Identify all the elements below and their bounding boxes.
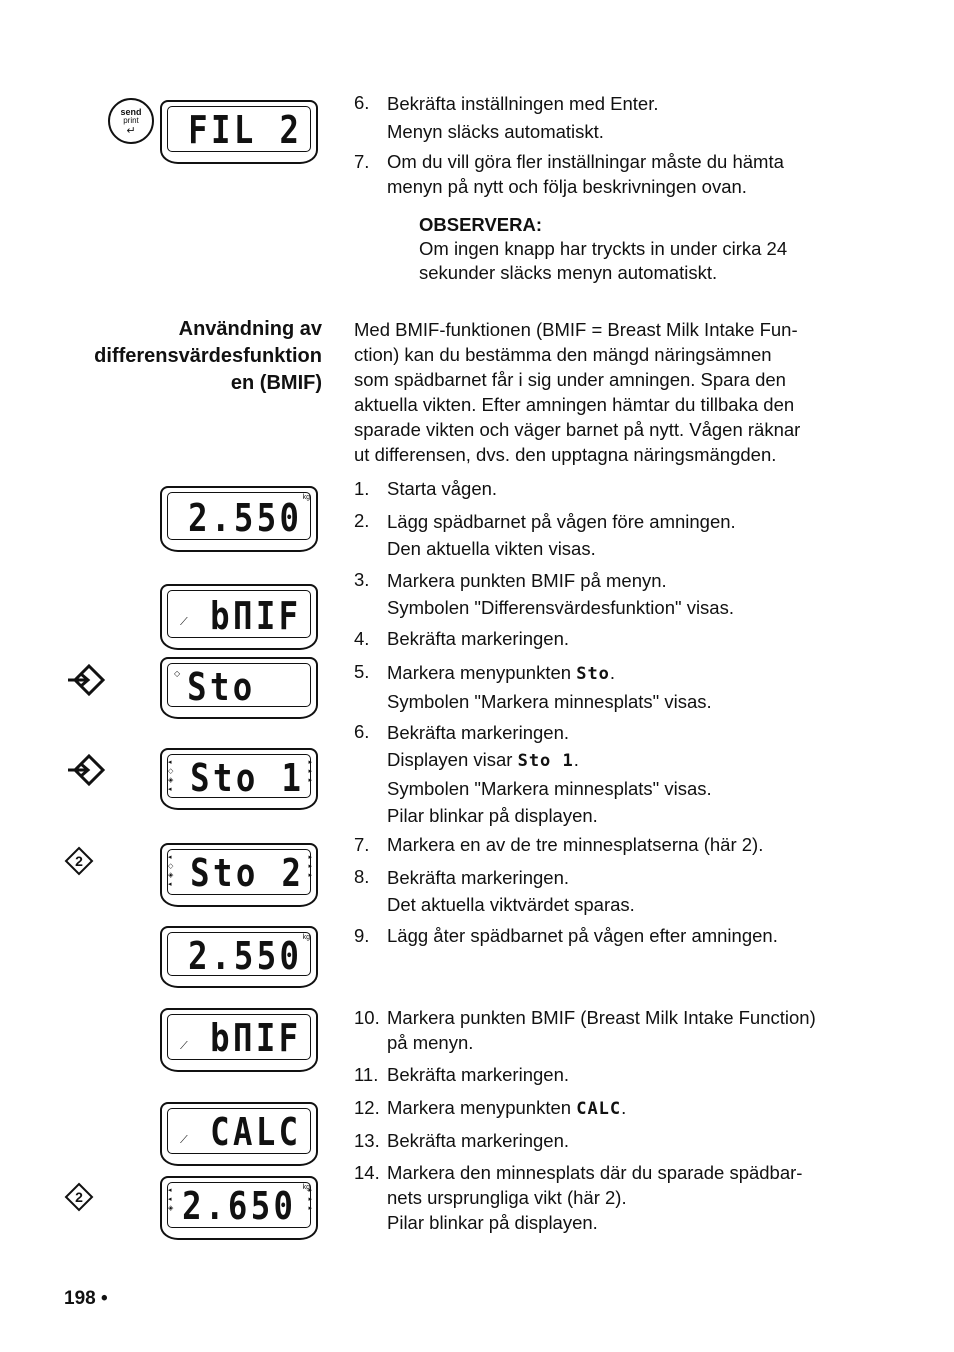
step-number: 4.	[354, 628, 370, 649]
step-number: 10.	[354, 1007, 380, 1028]
step-text: Bekräfta markeringen.	[387, 1064, 570, 1085]
arrow-indicators-left-icon: ◂ ◇ ◈ ◂	[168, 759, 174, 793]
arrow-indicators-left-icon: ◂ ◇ ◈ ◂	[168, 854, 174, 888]
step-text	[387, 1095, 847, 1122]
step-text: Markera punkten BMIF (Breast Milk Intake Function) på menyn.	[387, 1007, 816, 1053]
lcd-readout: 2.550	[187, 934, 302, 978]
step-number: 2.	[354, 510, 370, 531]
memory-marker-icon: ◇	[174, 669, 181, 678]
step-number: 9.	[354, 925, 370, 946]
step-text: Bekräfta markeringen. Det aktuella viktvärdet sparas.	[387, 867, 635, 915]
memory-slot-2-icon	[64, 1182, 94, 1217]
lcd-readout: FIL 2	[187, 108, 302, 152]
step-number: 3.	[354, 569, 370, 590]
step-number: 6.	[354, 721, 370, 742]
list-number: 7.	[354, 151, 370, 172]
step-number: 7.	[354, 834, 370, 855]
step-text-part: . Symbolen "Markera minnesplats" visas.	[387, 662, 712, 712]
arrow-indicators-right-icon: ▸ ▸ ▸	[308, 759, 312, 784]
step-number: 12.	[354, 1097, 380, 1118]
bottle-icon: ⟋	[180, 1134, 188, 1146]
step-text	[387, 659, 847, 716]
lcd-display-calc	[160, 1102, 318, 1166]
memory-slot-2-icon	[64, 846, 94, 881]
unit-label: kg	[302, 494, 310, 501]
lcd-display-sto2	[160, 843, 318, 907]
step-text-part: Markera menypunkten	[387, 1097, 577, 1118]
step-text-part: . Symbolen "Markera minnesplats" visas. Pilar blinkar på displayen.	[387, 749, 712, 826]
page-number: 198 •	[64, 1288, 108, 1309]
list-item-text: Bekräfta inställningen med Enter. Menyn släcks automatiskt.	[387, 93, 659, 142]
lcd-display-bmif	[160, 1008, 318, 1072]
step-text	[387, 719, 847, 829]
unit-label: kg	[302, 1184, 310, 1191]
step-text-part: Markera menypunkten	[387, 662, 577, 683]
list-item-text: Om du vill göra fler inställningar måste du hämta menyn på nytt och följa beskrivningen ovan.	[387, 151, 784, 197]
intro-paragraph: Med BMIF-funktionen (BMIF = Breast Milk Intake Fun- ction) kan du bestämma den mängd näringsämnen som spädbarnet får i sig under amningen. Spara den aktuella vikten. Efter amningen hämtar du tillbaka den sparade vikten och väger barnet på nytt. Vågen räknar ut differensen, dvs. den upptagna näringsmängden.	[354, 319, 801, 465]
step-text-part: Bekräfta markeringen. Displayen visar	[387, 722, 570, 770]
lcd-readout: Sto 2	[189, 851, 304, 895]
store-memory-arrow-icon	[66, 662, 106, 703]
step-text: Starta vågen.	[387, 478, 498, 499]
step-text-part: .	[621, 1097, 627, 1118]
svg-text:2: 2	[75, 1189, 83, 1205]
step-number: 8.	[354, 866, 370, 887]
send-print-button-icon	[108, 98, 154, 144]
step-number: 5.	[354, 661, 370, 682]
display-code: Sto	[576, 664, 610, 684]
lcd-display-sto	[160, 657, 318, 719]
section-heading: Användning av differensvärdesfunktion en (BMIF)	[94, 318, 322, 394]
step-text: Markera den minnesplats där du sparade spädbar- nets ursprungliga vikt (här 2). Pilar blinkar på displayen.	[387, 1162, 803, 1233]
bottle-icon: ⟋	[180, 1040, 188, 1052]
print-label: print	[123, 116, 139, 125]
lcd-readout: Sto	[187, 665, 256, 709]
lcd-readout: Sto 1	[189, 756, 304, 800]
note-title: OBSERVERA:	[419, 214, 543, 235]
lcd-readout: bΠIF	[210, 1016, 302, 1060]
display-code: Sto 1	[517, 751, 574, 771]
lcd-display-weight-2550	[160, 926, 318, 988]
lcd-display-weight-2550	[160, 486, 318, 552]
lcd-display-fil2	[160, 100, 318, 164]
lcd-readout: 2.550	[187, 496, 302, 540]
lcd-readout: 2.650	[181, 1184, 296, 1228]
step-number: 14.	[354, 1162, 380, 1183]
step-text: Bekräfta markeringen.	[387, 1130, 570, 1151]
lcd-readout: CALC	[210, 1110, 302, 1154]
arrow-indicators-right-icon: ▸ ▸ ▸	[308, 1187, 312, 1212]
svg-text:2: 2	[75, 853, 83, 869]
lcd-display-bmif	[160, 584, 318, 650]
unit-label: kg	[302, 934, 310, 941]
send-label: send	[120, 107, 142, 117]
step-text: Markera en av de tre minnesplatserna (här 2).	[387, 834, 764, 855]
step-number: 1.	[354, 478, 370, 499]
arrow-indicators-left-icon: ◂ ◂ ◈	[168, 1187, 174, 1212]
step-number: 13.	[354, 1130, 380, 1151]
note-text: Om ingen knapp har tryckts in under cirka 24 sekunder släcks menyn automatiskt.	[419, 238, 788, 283]
step-text: Lägg spädbarnet på vågen före amningen. Den aktuella vikten visas.	[387, 511, 736, 559]
lcd-display-weight-2650	[160, 1176, 318, 1240]
step-number: 11.	[354, 1064, 379, 1085]
step-text: Lägg åter spädbarnet på vågen efter amningen.	[387, 925, 778, 946]
lcd-readout: bΠIF	[210, 594, 302, 638]
list-number: 6.	[354, 92, 370, 113]
store-memory-arrow-icon	[66, 752, 106, 793]
bottle-icon: ⟋	[180, 616, 188, 628]
lcd-display-sto1	[160, 748, 318, 810]
enter-arrow-icon: ↵	[126, 125, 136, 137]
step-text: Bekräfta markeringen.	[387, 628, 570, 649]
arrow-indicators-right-icon: ▸ ▸ ▸	[308, 854, 312, 879]
display-code: CALC	[576, 1099, 622, 1119]
step-text: Markera punkten BMIF på menyn. Symbolen "Differensvärdesfunktion" visas.	[387, 570, 734, 618]
